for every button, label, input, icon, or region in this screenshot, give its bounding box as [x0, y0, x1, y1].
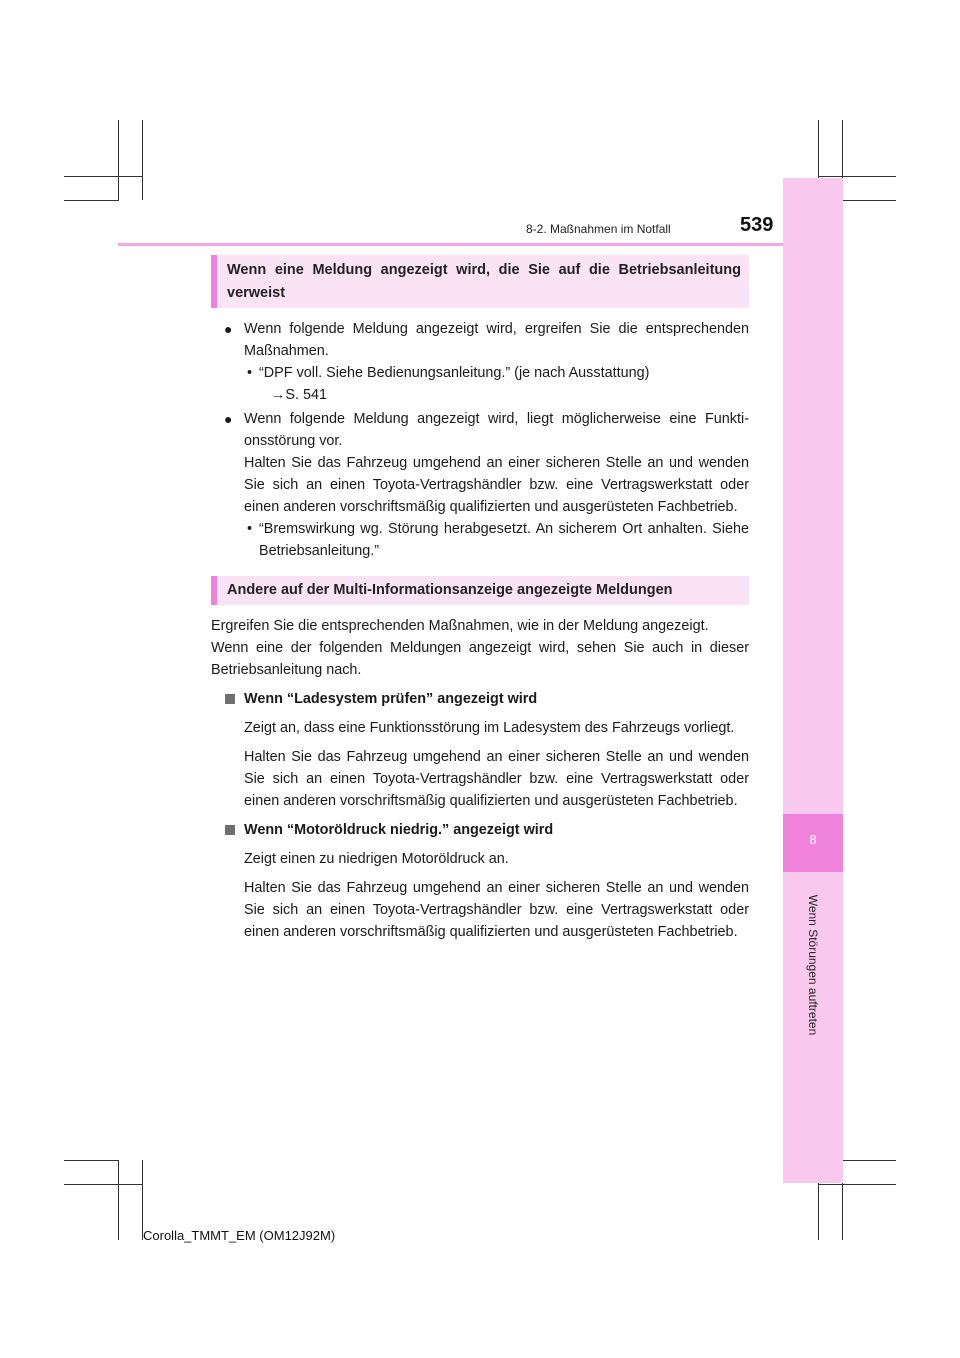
- crop-mark: [142, 120, 143, 200]
- intro-paragraph: Wenn eine der folgenden Meldungen angezeigt wird, sehen Sie auch in dieser Betriebsanleitung nach.: [211, 640, 749, 678]
- intro-paragraph: Ergreifen Sie die entsprechenden Maßnahmen, wie in der Meldung angezeigt.: [211, 618, 709, 634]
- crop-mark: [64, 1184, 142, 1185]
- section-heading: Andere auf der Multi-Informationsanzeige angezeigte Meldungen: [211, 576, 749, 605]
- crop-mark: [818, 176, 896, 177]
- message-heading: [211, 819, 749, 841]
- bullet-dot: ●: [224, 321, 233, 337]
- message-description: Zeigt einen zu niedrigen Motoröldruck an.: [244, 851, 509, 867]
- sub-bullet: •: [247, 365, 253, 381]
- message-heading-text: Wenn “Motoröldruck niedrig.” angezeigt wird: [244, 822, 554, 838]
- crop-mark: [64, 176, 142, 177]
- document-id: Corolla_TMMT_EM (OM12J92M): [143, 1228, 336, 1243]
- chapter-title-vertical: Wenn Störungen auftreten: [806, 894, 820, 1036]
- page-number: 539: [740, 214, 774, 236]
- bullet-dot: ●: [224, 411, 233, 427]
- message-text: “Bremswirkung wg. Störung herabgesetzt. An sicherem Ort anhalten. Siehe Betriebsanleitung.”: [259, 521, 749, 559]
- message-description: Halten Sie das Fahrzeug umgehend an einer sicheren Stelle an und wenden Sie sich an einen Toyota-Vertragshändler bzw. eine Vertragswerkstatt oder einen anderen vorschriftsmäßig qualifizierten und ausgerüsteten Fachbetrieb.: [244, 749, 749, 809]
- crop-mark: [842, 200, 896, 201]
- square-bullet-icon: [225, 825, 235, 835]
- running-header-section: 8-2. Maßnahmen im Notfall: [526, 222, 671, 236]
- header-rule: [118, 243, 783, 246]
- crop-mark: [842, 1160, 896, 1161]
- bullet-continuation: Halten Sie das Fahrzeug umgehend an einer sicheren Stelle an und wenden Sie sich an einen Toyota-Vertragshändler bzw. eine Vertragswerkstatt oder einen anderen vorschriftsmäßig qualifizierten und ausgerüsteten Fachbetrieb.: [244, 455, 749, 515]
- bullet-item: [211, 408, 749, 452]
- page-reference-link[interactable]: →S. 541: [271, 387, 327, 403]
- crop-mark: [818, 1184, 896, 1185]
- crop-mark: [64, 1160, 119, 1161]
- section-heading: Wenn eine Meldung angezeigt wird, die Sie auf die Betriebsanleitung verweist: [211, 255, 749, 308]
- message-description: Zeigt an, dass eine Funktionsstörung im Ladesystem des Fahrzeugs vorliegt.: [244, 720, 735, 736]
- message-text: “DPF voll. Siehe Bedienungsanleitung.” (je nach Ausstattung): [259, 365, 650, 381]
- sub-bullet: •: [247, 521, 253, 537]
- message-heading: [211, 688, 749, 710]
- message-heading-text: Wenn “Ladesystem prüfen” angezeigt wird: [244, 691, 538, 707]
- message-item: [211, 518, 749, 562]
- square-bullet-icon: [225, 694, 235, 704]
- message-item: [211, 362, 749, 384]
- crop-mark: [118, 120, 119, 200]
- crop-mark: [118, 1160, 119, 1240]
- page-content: [211, 255, 749, 943]
- crop-mark: [64, 200, 119, 201]
- chapter-number: 8: [809, 832, 817, 847]
- bullet-text: Wenn folgende Meldung angezeigt wird, liegt möglicherweise eine Funktionsstörung vor.: [244, 411, 749, 449]
- bullet-text: Wenn folgende Meldung angezeigt wird, ergreifen Sie die entsprechenden Maßnahmen.: [244, 321, 749, 359]
- bullet-item: [211, 318, 749, 362]
- message-description: Halten Sie das Fahrzeug umgehend an einer sicheren Stelle an und wenden Sie sich an einen Toyota-Vertragshändler bzw. eine Vertragswerkstatt oder einen anderen vorschriftsmäßig qualifizierten und ausgerüsteten Fachbetrieb.: [244, 880, 749, 940]
